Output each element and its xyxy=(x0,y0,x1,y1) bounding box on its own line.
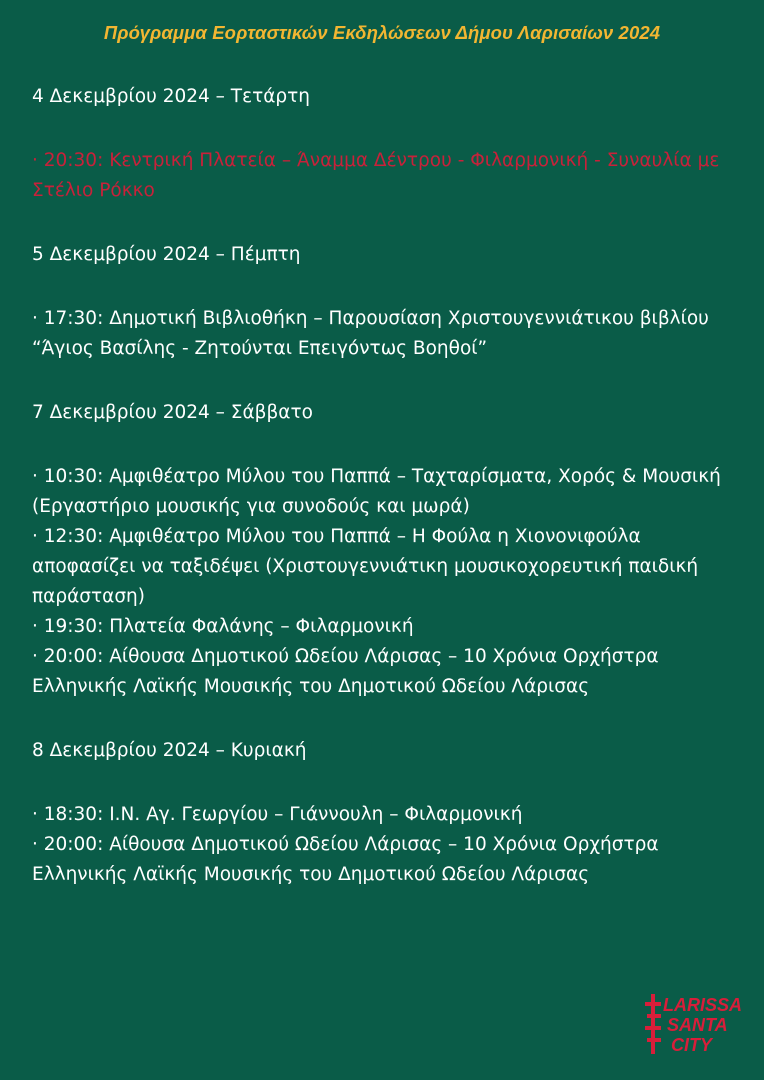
day-heading: 4 Δεκεμβρίου 2024 – Τετάρτη xyxy=(32,86,311,107)
page-title: Πρόγραμμα Εορταστικών Εκδηλώσεων Δήμου Λαρισαίων 2024 xyxy=(103,22,661,43)
tree-icon xyxy=(645,994,661,1054)
event-list xyxy=(32,462,732,702)
logo-line-1: LARISSA xyxy=(663,995,743,1015)
day-heading: 8 Δεκεμβρίου 2024 – Κυριακή xyxy=(32,740,307,761)
event-list xyxy=(32,800,732,890)
event-item: · 20:00: Αίθουσα Δημοτικού Ωδείου Λάρισας – 10 Χρόνια Ορχήστρα Ελληνικής Λαϊκής Μουσικής του Δημοτικού Ωδείου Λάρισας xyxy=(32,834,659,885)
event-list xyxy=(32,304,732,364)
schedule xyxy=(32,82,732,890)
event-list xyxy=(32,146,732,206)
larissa-santa-city-logo xyxy=(645,992,745,1056)
event-item: · 19:30: Πλατεία Φαλάνης – Φιλαρμονική xyxy=(32,616,414,637)
event-item: · 20:00: Αίθουσα Δημοτικού Ωδείου Λάρισας – 10 Χρόνια Ορχήστρα Ελληνικής Λαϊκής Μουσικής του Δημοτικού Ωδείου Λάρισας xyxy=(32,646,659,697)
day-heading: 5 Δεκεμβρίου 2024 – Πέμπτη xyxy=(32,244,301,265)
event-item: · 12:30: Αμφιθέατρο Μύλου του Παππά – Η Φούλα η Χιονονιφούλα αποφασίζει να ταξιδέψει (Χριστουγεννιάτικη μουσικοχορευτική παιδική παράσταση) xyxy=(32,526,699,607)
event-item: · 10:30: Αμφιθέατρο Μύλου του Παππά – Ταχταρίσματα, Χορός & Μουσική (Εργαστήριο μουσικής για συνοδούς και μωρά) xyxy=(32,466,721,517)
event-item: · 18:30: Ι.Ν. Αγ. Γεωργίου – Γιάννουλη – Φιλαρμονική xyxy=(32,804,523,825)
logo-line-3: CITY xyxy=(671,1035,713,1055)
day-heading: 7 Δεκεμβρίου 2024 – Σάββατο xyxy=(32,402,313,423)
event-item: · 17:30: Δημοτική Βιβλιοθήκη – Παρουσίαση Χριστουγεννιάτικου βιβλίου “Άγιος Βασίλης - Ζητούνται Επειγόντως Βοηθοί” xyxy=(32,308,709,359)
event-item: · 20:30: Κεντρική Πλατεία – Άναμμα Δέντρου - Φιλαρμονική - Συναυλία με Στέλιο Ρόκκο xyxy=(32,150,720,201)
logo-line-2: SANTA xyxy=(667,1015,728,1035)
